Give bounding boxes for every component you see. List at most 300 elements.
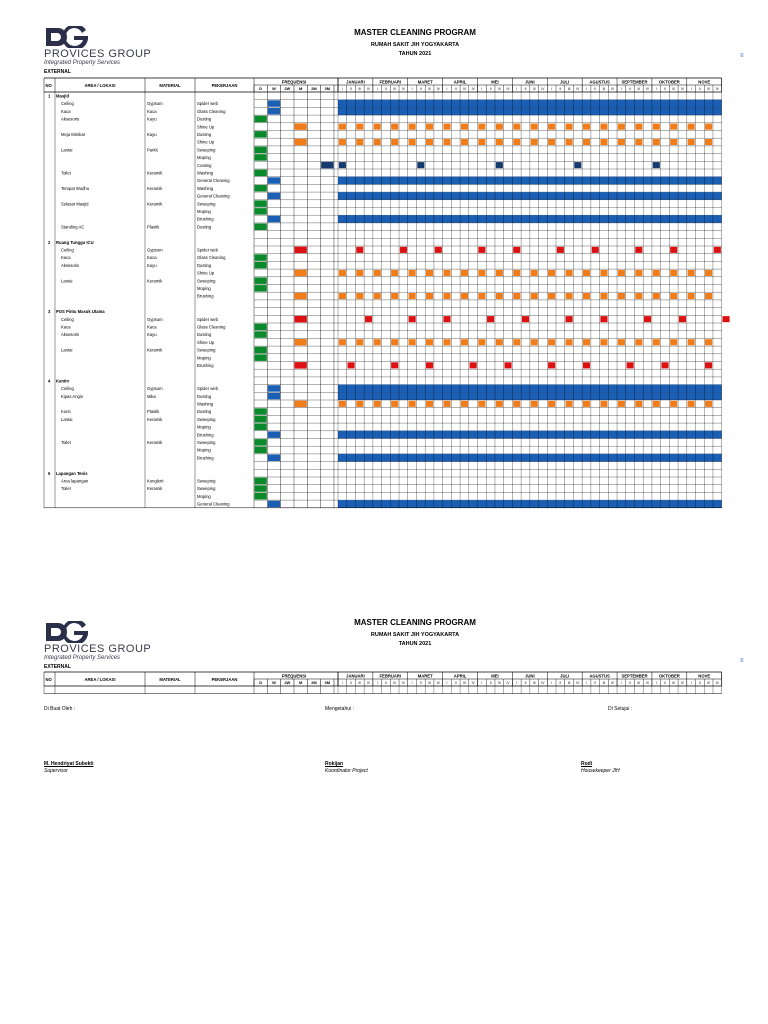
- freq-marker: [255, 439, 267, 446]
- schedule-cell: [679, 316, 686, 322]
- freq-marker: [255, 185, 267, 192]
- schedule-cell: [548, 401, 555, 407]
- job-name: Moping: [197, 447, 211, 453]
- week-label: IV: [436, 681, 440, 686]
- area-name: Lantai: [61, 147, 73, 153]
- material-name: Kayu: [147, 262, 157, 268]
- area-name: Standing AC: [61, 224, 85, 230]
- freq-marker: [255, 416, 267, 423]
- week-label: III: [428, 681, 431, 686]
- schedule-cell: [557, 247, 564, 253]
- schedule-cell: [426, 339, 433, 345]
- row-number: 3: [48, 309, 51, 315]
- week-label: II: [419, 681, 422, 686]
- freq-label: M: [298, 680, 303, 686]
- week-label: III: [393, 87, 397, 92]
- week-label: III: [358, 681, 362, 686]
- week-label: I: [481, 87, 483, 92]
- schedule-cell: [548, 139, 555, 145]
- area-name: Meja Mimbar: [61, 132, 86, 137]
- week-label: III: [602, 681, 606, 686]
- material-name: Plastik: [147, 224, 160, 230]
- schedule-cell: [618, 270, 625, 276]
- schedule-cell: [688, 293, 695, 299]
- week-label: IV: [715, 87, 719, 92]
- week-label: I: [376, 681, 378, 686]
- schedule-cell: [592, 247, 599, 253]
- job-name: Spider web: [197, 101, 218, 107]
- schedule-cell: [548, 339, 555, 345]
- week-label: I: [620, 681, 622, 686]
- schedule-cell: [409, 139, 416, 145]
- row-number: 1: [48, 93, 51, 99]
- schedule-cell: [688, 124, 695, 130]
- week-label: IV: [680, 87, 684, 92]
- freq-label: W: [272, 86, 276, 92]
- week-label: IV: [611, 681, 615, 686]
- schedule-cell: [470, 362, 477, 368]
- job-name: Sweeping: [197, 440, 216, 445]
- week-label: IV: [541, 87, 545, 92]
- schedule-cell: [653, 270, 660, 276]
- material-name: Parkit: [147, 147, 158, 153]
- week-label: I: [620, 87, 622, 92]
- schedule-cell: [531, 270, 538, 276]
- schedule-cell: [348, 362, 355, 368]
- schedule-cell: [461, 339, 468, 345]
- schedule-cell: [688, 139, 695, 145]
- freq-label: D: [259, 86, 263, 92]
- schedule-cell: [443, 124, 450, 130]
- week-label: III: [672, 681, 676, 686]
- job-name: Dusting: [197, 393, 212, 399]
- area-name: Ceiling: [61, 316, 74, 322]
- week-label: I: [411, 681, 413, 686]
- schedule-cell: [356, 339, 363, 345]
- schedule-cell: [600, 270, 607, 276]
- week-label: II: [454, 87, 457, 92]
- freq-marker: [255, 170, 267, 177]
- schedule-cell: [627, 362, 634, 368]
- housekeeper-role: Housekeeper JIH: [581, 768, 620, 774]
- year-text-2: TAHUN 2021: [398, 641, 432, 647]
- week-label: I: [446, 87, 448, 92]
- schedule-cell: [478, 247, 485, 253]
- schedule-cell: [443, 401, 450, 407]
- week-label: I: [341, 681, 343, 686]
- month-label: OKTOBER: [658, 79, 680, 85]
- week-label: IV: [646, 681, 650, 686]
- schedule-cell: [478, 339, 485, 345]
- week-label: II: [385, 87, 387, 92]
- schedule-cell: [443, 339, 450, 345]
- week-label: IV: [506, 87, 510, 92]
- section-title: POS Pintu Masuk Utama: [56, 309, 105, 315]
- schedule-cell: [461, 401, 468, 407]
- month-label: SEPTEMBER: [621, 673, 648, 679]
- week-label: II: [419, 87, 422, 92]
- job-name: Spider web: [197, 247, 218, 253]
- week-label: I: [655, 87, 657, 92]
- week-label: III: [463, 87, 466, 92]
- schedule-cell: [566, 339, 573, 345]
- material-name: Keramik: [147, 440, 163, 445]
- material-name: Keramik: [147, 347, 163, 353]
- freq-marker: [268, 431, 280, 438]
- freq-marker: [255, 131, 267, 138]
- freq-label: 2W: [284, 680, 291, 686]
- freq-label: 3M: [324, 86, 331, 92]
- schedule-cell: [426, 270, 433, 276]
- material-name: Keramik: [147, 185, 163, 191]
- freq-label: 2M: [311, 86, 317, 92]
- schedule-cell: [409, 339, 416, 345]
- freq-marker: [294, 362, 306, 369]
- schedule-cell: [339, 162, 346, 168]
- month-label: FEBRUARI: [379, 79, 402, 85]
- freq-marker: [255, 262, 267, 269]
- schedule-cell: [531, 339, 538, 345]
- freq-label: 3M: [324, 680, 331, 686]
- area-name: Aksesoris: [61, 116, 80, 122]
- brand-name: PROVICES GROUP: [44, 48, 152, 60]
- schedule-cell: [635, 401, 642, 407]
- material-name: Kaca: [147, 255, 157, 261]
- schedule-cell: [653, 401, 660, 407]
- freq-marker: [294, 123, 306, 129]
- job-name: Moping: [197, 286, 211, 291]
- job-name: Dusting: [197, 132, 212, 137]
- schedule-cell: [705, 124, 712, 130]
- schedule-cell: [478, 270, 485, 276]
- month-label: APRIL: [453, 79, 467, 85]
- schedule-cell: [478, 401, 485, 407]
- schedule-cell: [443, 139, 450, 145]
- schedule-cell: [670, 270, 677, 276]
- material-header: MATERIAL: [159, 83, 181, 88]
- schedule-cell: [365, 316, 372, 322]
- job-name: Dusting: [197, 262, 212, 268]
- job-name: Sweeping: [197, 201, 216, 207]
- area-name: Toilet: [61, 170, 71, 176]
- schedule-cell: [374, 339, 381, 345]
- area-name: Tempat Wudhu: [61, 185, 90, 191]
- schedule-cell: [409, 316, 416, 322]
- schedule-cell: [653, 293, 660, 299]
- schedule-cell: [688, 339, 695, 345]
- document-title: [300, 28, 530, 57]
- week-label: III: [567, 681, 571, 686]
- month-label: JULI: [560, 673, 570, 679]
- freq-marker: [255, 408, 267, 415]
- week-label: I: [481, 681, 483, 686]
- section-label-2: EXTERNAL: [44, 664, 71, 670]
- week-label: II: [664, 87, 666, 92]
- schedule-cell: [653, 339, 660, 345]
- freq-marker: [268, 216, 280, 223]
- material-header: MATERIAL: [159, 677, 181, 682]
- freq-marker: [255, 254, 267, 260]
- week-label: II: [350, 87, 352, 92]
- freq-marker: [255, 447, 267, 454]
- schedule-cell: [496, 293, 503, 299]
- schedule-cell: [714, 247, 721, 253]
- schedule-cell: [635, 247, 642, 253]
- material-name: Gypsum: [147, 247, 163, 253]
- freq-label: M: [298, 86, 303, 92]
- week-label: III: [358, 87, 362, 92]
- schedule-cell: [600, 401, 607, 407]
- schedule-cell: [461, 124, 468, 130]
- freq-marker: [294, 316, 306, 323]
- schedule-cell: [670, 293, 677, 299]
- schedule-cell: [566, 124, 573, 130]
- month-label: JANUARI: [346, 673, 365, 679]
- schedule-cell: [478, 293, 485, 299]
- schedule-cell: [513, 339, 520, 345]
- week-label: IV: [436, 87, 440, 92]
- week-label: III: [532, 681, 536, 686]
- schedule-cell: [531, 139, 538, 145]
- schedule-cell: [374, 270, 381, 276]
- schedule-cell: [653, 139, 660, 145]
- freq-marker: [294, 270, 306, 277]
- section-title: Lapangan Tenis: [56, 470, 88, 476]
- schedule-cell: [705, 362, 712, 368]
- schedule-cell: [705, 401, 712, 407]
- week-label: III: [497, 681, 501, 686]
- freq-marker: [294, 139, 306, 146]
- week-label: III: [532, 87, 536, 92]
- schedule-cell: [618, 293, 625, 299]
- schedule-cell: [339, 293, 346, 299]
- week-label: III: [463, 681, 466, 686]
- job-name: Dusting: [197, 116, 212, 122]
- schedule-cell: [566, 293, 573, 299]
- dibuat-label: Di Buat Oleh :: [44, 706, 76, 712]
- freq-marker: [255, 147, 267, 154]
- job-name: Shine Up: [197, 339, 215, 345]
- schedule-cell: [417, 162, 424, 168]
- section-label: EXTERNAL: [44, 69, 71, 75]
- pg-logo-icon: [44, 26, 104, 48]
- schedule-cell: [478, 124, 485, 130]
- subtitle-text: RUMAH SAKIT JIH YOGYAKARTA: [370, 42, 460, 48]
- schedule-cell: [409, 124, 416, 130]
- job-name: Moping: [197, 155, 211, 161]
- schedule-cell: [513, 293, 520, 299]
- schedule-cell: [635, 270, 642, 276]
- job-name: Brushing: [197, 432, 214, 438]
- subtitle-text-2: RUMAH SAKIT JIH YOGYAKARTA: [370, 632, 460, 638]
- schedule-cell: [426, 139, 433, 145]
- freq-marker: [255, 347, 267, 354]
- week-label: II: [594, 87, 597, 92]
- schedule-cell: [705, 293, 712, 299]
- job-name: Shine Up: [197, 124, 215, 130]
- schedule-cell: [600, 339, 607, 345]
- pekerjaan-header: PEKERJAAN: [211, 83, 238, 88]
- schedule-cell: [426, 124, 433, 130]
- schedule-cell: [531, 401, 538, 407]
- month-label: AGUSTUS: [589, 79, 610, 85]
- freq-marker: [255, 200, 267, 207]
- schedule-cell: [583, 362, 590, 368]
- schedule-cell: [513, 270, 520, 276]
- month-label: JUNI: [525, 79, 535, 85]
- area-header: AREA / LOKASI: [84, 83, 116, 88]
- schedule-cell: [513, 247, 520, 253]
- frequensi-header: FREQUENSI: [281, 673, 307, 679]
- area-name: Kaca: [61, 324, 71, 330]
- week-label: IV: [576, 681, 580, 686]
- schedule-cell: [356, 247, 363, 253]
- schedule-cell: [600, 316, 607, 322]
- job-name: Sweeping: [197, 147, 216, 153]
- freq-marker: [268, 385, 280, 392]
- week-label: II: [524, 87, 527, 92]
- area-name: Toilet: [61, 440, 71, 445]
- week-label: I: [516, 87, 518, 92]
- schedule-cell: [583, 339, 590, 345]
- area-name: Selasar Masjid: [61, 201, 89, 207]
- job-name: Sweeping: [197, 347, 216, 353]
- schedule-cell: [618, 339, 625, 345]
- schedule-cell: [600, 293, 607, 299]
- job-name: Moping: [197, 355, 211, 361]
- schedule-cell: [374, 401, 381, 407]
- schedule-cell: [653, 124, 660, 130]
- schedule-cell: [583, 401, 590, 407]
- schedule-cell: [600, 124, 607, 130]
- week-label: II: [350, 681, 352, 686]
- company-logo-2: [44, 621, 224, 663]
- material-name: Gypsum: [147, 316, 163, 322]
- schedule-cell: [670, 124, 677, 130]
- week-label: II: [489, 87, 492, 92]
- week-label: I: [446, 681, 448, 686]
- schedule-cell: [426, 362, 433, 368]
- week-label: I: [341, 87, 343, 92]
- month-label: NOVE: [698, 79, 711, 85]
- material-name: Gypsum: [147, 386, 163, 392]
- schedule-cell: [600, 139, 607, 145]
- schedule-cell: [618, 401, 625, 407]
- week-label: I: [376, 87, 378, 92]
- schedule-table-header: [0, 671, 768, 701]
- freq-marker: [255, 224, 267, 231]
- freq-marker: [268, 193, 280, 200]
- job-name: General Cleaning: [197, 501, 230, 507]
- freq-label: 2M: [311, 680, 317, 686]
- month-label: AGUSTUS: [589, 673, 610, 679]
- schedule-cell: [339, 124, 346, 130]
- schedule-cell: [574, 162, 581, 168]
- schedule-cell: [391, 401, 398, 407]
- schedule-cell: [583, 139, 590, 145]
- week-label: II: [698, 87, 701, 92]
- job-name: Washing: [197, 170, 214, 176]
- week-label: I: [586, 87, 587, 92]
- material-name: Keramik: [147, 201, 163, 207]
- week-label: III: [637, 87, 641, 92]
- schedule-cell: [705, 270, 712, 276]
- schedule-cell: [566, 270, 573, 276]
- job-name: Brushing: [197, 293, 214, 299]
- month-label: JUNI: [525, 673, 535, 679]
- schedule-cell: [513, 401, 520, 407]
- area-name: Kursi: [61, 409, 71, 415]
- schedule-cell: [391, 362, 398, 368]
- freq-marker: [255, 331, 267, 338]
- schedule-cell: [391, 293, 398, 299]
- week-label: IV: [401, 87, 405, 92]
- week-label: III: [707, 87, 710, 92]
- job-name: Sweeping: [197, 478, 216, 484]
- freq-marker: [268, 100, 280, 107]
- schedule-cell: [566, 139, 573, 145]
- schedule-cell: [688, 270, 695, 276]
- job-name: Glass Cleaning: [197, 324, 226, 330]
- week-label: I: [551, 681, 553, 686]
- area-name: Aksesoris: [61, 262, 80, 268]
- schedule-cell: [670, 401, 677, 407]
- schedule-cell: [391, 270, 398, 276]
- freq-marker: [321, 162, 333, 169]
- schedule-cell: [443, 293, 450, 299]
- week-label: IV: [680, 681, 684, 686]
- mengetahui-label: Mengetahui :: [325, 706, 354, 712]
- schedule-cell: [356, 401, 363, 407]
- schedule-cell: [356, 270, 363, 276]
- schedule-cell: [548, 293, 555, 299]
- job-name: Glass Cleaning: [197, 255, 226, 261]
- schedule-cell: [670, 139, 677, 145]
- week-label: III: [393, 681, 397, 686]
- material-name: Kaca: [147, 108, 157, 114]
- freq-marker: [255, 277, 267, 284]
- page-2: [0, 600, 768, 1024]
- schedule-cell: [635, 339, 642, 345]
- freq-marker: [294, 339, 306, 346]
- month-label: MEI: [491, 673, 499, 679]
- freq-marker: [255, 285, 267, 292]
- pg-logo-icon-2: [44, 621, 104, 643]
- freq-marker: [255, 208, 267, 215]
- schedule-cell: [548, 362, 555, 368]
- freq-label: 2W: [284, 86, 291, 92]
- week-label: IV: [646, 87, 650, 92]
- schedule-cell: [566, 401, 573, 407]
- coordinator-role: Koordinator Project: [325, 768, 368, 774]
- job-name: Spider web: [197, 386, 218, 392]
- month-label: MARET: [417, 79, 433, 85]
- schedule-cell: [339, 139, 346, 145]
- schedule-cell: [391, 124, 398, 130]
- schedule-cell: [339, 401, 346, 407]
- material-name: Keramik: [147, 416, 163, 422]
- week-label: I: [411, 87, 413, 92]
- schedule-cell: [339, 270, 346, 276]
- week-label: II: [489, 681, 492, 686]
- material-name: Keramik: [147, 170, 163, 176]
- company-logo: [44, 26, 224, 68]
- disetujui-label: Di Setujui :: [608, 706, 633, 712]
- week-label: III: [637, 681, 641, 686]
- job-name: Moping: [197, 209, 211, 214]
- schedule-cell: [461, 293, 468, 299]
- schedule-cell: [635, 293, 642, 299]
